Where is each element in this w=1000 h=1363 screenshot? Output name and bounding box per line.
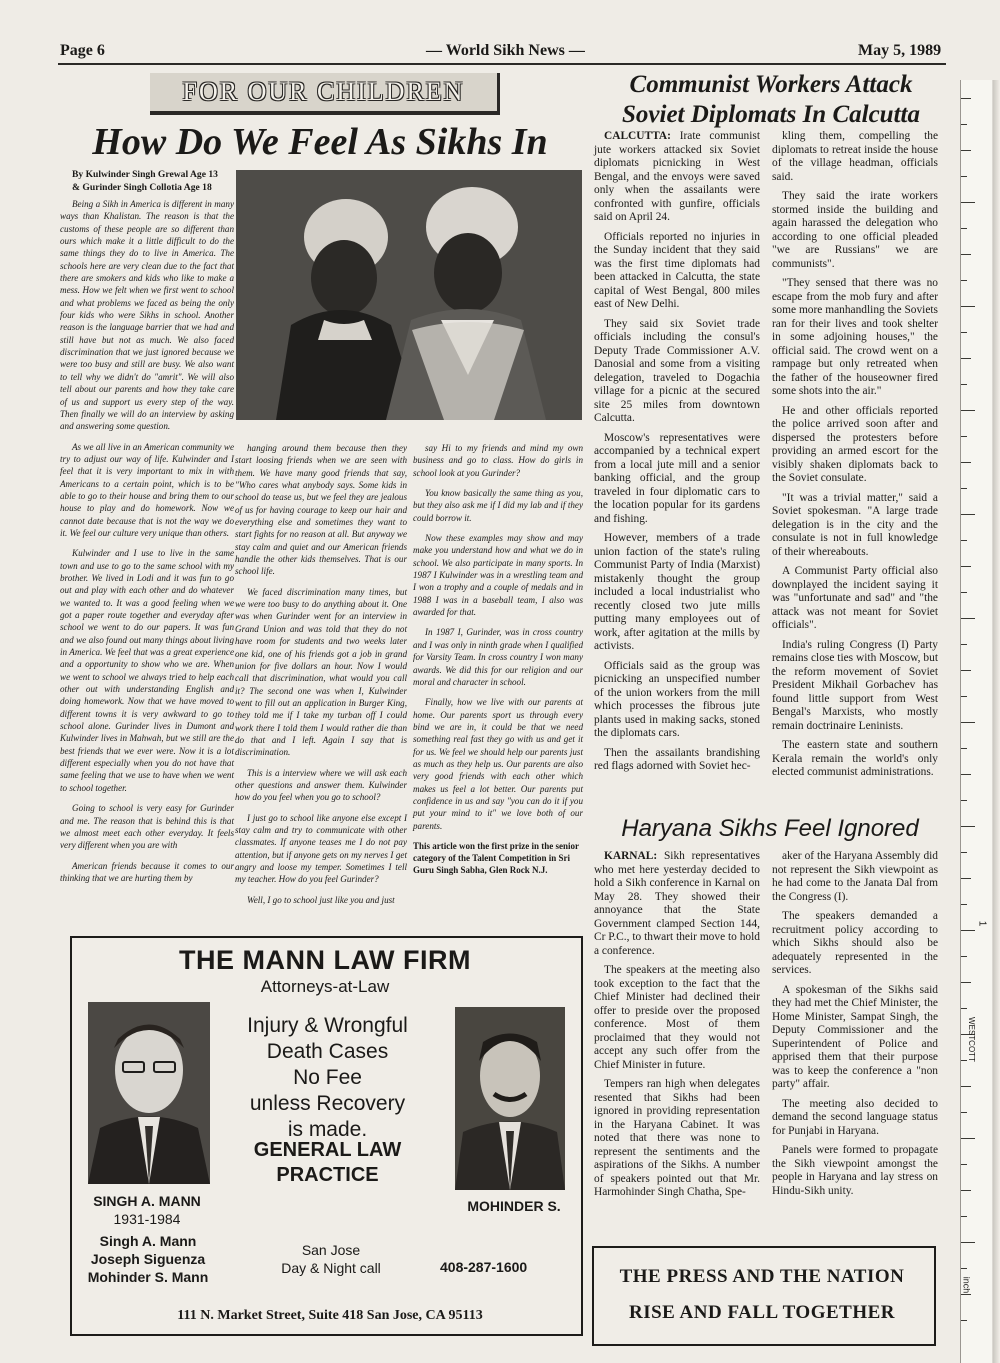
- ruler-tick: [961, 358, 971, 359]
- ruler-tick: [961, 280, 967, 281]
- haryana-column-1: [594, 850, 760, 1206]
- ruler: [960, 80, 999, 1363]
- haryana-col1-text-1: Sikh representatives who met here yesterday decided to hold a Sikh conference in Karnal on May 28. They showed their annoyance that the State Government clamped Section 144, Cr P.C., to thwart their move to hold a conference.: [594, 850, 760, 957]
- law-firm-name: THE MANN LAW FIRM: [179, 945, 471, 975]
- ruler-tick: [961, 202, 975, 203]
- main-article-column-1: [60, 198, 234, 892]
- communist-column-1: [594, 130, 760, 780]
- photo-illustration: [236, 170, 582, 420]
- ruler-tick: [961, 254, 971, 255]
- right-lawyer-caption: MOHINDER S.: [467, 1198, 561, 1214]
- mohinder-portrait-icon: [455, 1007, 565, 1190]
- law-city: San Jose Day & Night call: [281, 1242, 381, 1276]
- main-col1-para-5: American friends because it comes to our thinking that we are hurting them by: [60, 860, 234, 883]
- main-col1-para-3: Kulwinder and I use to live in the same town and use to go to the same school with my brother. We lived in Lodi and it was fun to go out and play with each other and do whatever we wanted to. It was a good feeling when we got a paper route together and everyday after school we went to do our papers. It was fun and we also found out many things about living in America. We feel that was a great experience and a opportunity to show who we are. When we went to school we always tried to help each other out with understanding English and doing homework. Now that we have moved to different towns it is very awkward to go to school alone. Gurinder lives in Dumont and Kulwinder lives in Mahwah, but we still are the best friends that we ever were. Now it is a lot different especially when you do not have that same feeling that we use to have when we went to school together.: [60, 548, 234, 793]
- mohinder-portrait: [455, 1007, 565, 1190]
- byline: By Kulwinder Singh Grewal Age 13 & Gurinder Singh Collotia Age 18: [72, 169, 218, 193]
- ruler-tick: [961, 1190, 971, 1191]
- ruler-tick: [961, 514, 975, 515]
- ruler-tick: [961, 1138, 975, 1139]
- ruler-tick: [961, 826, 975, 827]
- ruler-tick: [961, 852, 967, 853]
- ruler-tick: [961, 1294, 971, 1295]
- haryana-col1-para-3: Tempers ran high when delegates resented that Sikhs had been ignored in providing representation in the Haryana Cabinet. It was noted that there was none to represent the sentiments and the aspirations of the Sikhs. A number of speakers pointed out that Mr. Harmohinder Singh Chatha, Spe-: [594, 1078, 760, 1198]
- communist-col1-para-5: However, members of a trade union faction of the state's ruling Communist Party of India (Marxist) mistakenly thought the group included a local industrialist who recently closed two jute mills putting many employees out of work, after agitation at the mills by activists.: [594, 532, 760, 652]
- communist-col2-para-2: They said the irate workers stormed inside the building and again harassed the delegation who according to one official pleaded "we are Russians" we are communists".: [772, 190, 938, 270]
- main-headline: How Do We Feel As Sikhs In: [92, 121, 548, 163]
- communist-column-2: [772, 130, 938, 786]
- ruler-tick: [961, 1216, 967, 1217]
- main-col3-para-2: You know basically the same thing as you, but they also ask me if I did my lab and if they could borrow it.: [413, 488, 583, 523]
- ruler-tick: [961, 332, 967, 333]
- section-title: FOR OUR CHILDREN: [150, 73, 500, 115]
- ruler-tick: [961, 696, 967, 697]
- ruler-tick: [961, 540, 967, 541]
- press-box: [592, 1246, 936, 1346]
- ruler-tick: [961, 878, 971, 879]
- singh-portrait-icon: [88, 1002, 210, 1184]
- general-practice: GENERAL LAW PRACTICE: [253, 1139, 402, 1186]
- ruler-brand: WESTCOTT: [966, 1017, 976, 1062]
- law-team: Singh A. Mann Joseph Siguenza Mohinder S. Mann: [87, 1233, 209, 1285]
- main-col2-para-3: This is a interview where we will ask each other questions and answer them. Kulwinder how do you feel when you go to school?: [235, 767, 407, 803]
- main-col1-para-2: As we all live in an American community we try to adjust our way of life. Kulwinder and I feel that it is very important to mix in with Americans to a certain point, which is to be able to go to their house and bring them to our house to play and do homework. Now we cannot date because that is not the way we do it. We feel our culture very unique than others.: [60, 441, 234, 538]
- haryana-dateline: KARNAL:: [604, 850, 658, 862]
- article-credit: This article won the first prize in the senior category of the Talent Competition in Sri Guru Singh Sabha, Glen Rock N.J.: [413, 840, 579, 875]
- ruler-tick: [961, 722, 975, 723]
- ruler-tick: [961, 930, 975, 931]
- ruler-tick: [961, 1242, 975, 1243]
- ruler-number: 1: [976, 920, 988, 927]
- ruler-tick: [961, 566, 971, 567]
- left-lawyer-caption: [79, 1192, 215, 1228]
- communist-col2-para-4: He and other officials reported the police arrived soon after and dispersed the protesters before providing an armed escort for the visibly shaken diplomats back to the Soviet consulate.: [772, 404, 938, 484]
- communist-col1-para-1: [594, 130, 760, 225]
- law-address: 111 N. Market Street, Suite 418 San Jose, CA 95113: [177, 1308, 483, 1323]
- main-col2-para-4: I just go to school like anyone else except I stay calm and try to communicate with other classmates. If anyone teases me I do not pay attention, but if anyone gets on my nerves I get angry and loose my temper. Sometimes I tell my teacher. How do you feel Gurinder?: [235, 812, 407, 885]
- communist-col2-para-6: A Communist Party official also downplayed the incident saying it was "unfortunate and sad" and "the attack was not meant for Soviet officials".: [772, 565, 938, 631]
- header-rule: [58, 63, 946, 65]
- ruler-tick: [961, 618, 975, 619]
- ruler-tick: [961, 1268, 967, 1269]
- ruler-tick: [961, 1008, 967, 1009]
- law-firm-subtitle: Attorneys-at-Law: [260, 977, 390, 996]
- communist-col1-para-2: Officials reported no injuries in the Sunday incident that they said was the first time diplomats had been attacked in Calcutta, the state capital of West Bengal, 800 miles east of New Delhi.: [594, 230, 760, 310]
- communist-dateline: CALCUTTA:: [604, 130, 671, 142]
- communist-col1-para-7: Then the assailants brandishing red flags adorned with Soviet hec-: [594, 746, 760, 772]
- haryana-col2-para-3: A spokesman of the Sikhs said they had met the Chief Minister, the Home Minister, Sampat Singh, the Deputy Commissioner and the Superintendent of Police and apprised them that their purpose was to keep the conference a "non party" affair.: [772, 983, 938, 1090]
- ruler-tick: [961, 384, 967, 385]
- law-services: Injury & Wrongful Death Cases No Fee unless Recovery is made.: [247, 1014, 408, 1141]
- communist-col2-para-8: The eastern state and southern Kerala remain the world's only elected communist administrations.: [772, 739, 938, 778]
- ruler-tick: [961, 150, 971, 151]
- haryana-col2-para-4: The meeting also decided to demand the second language status for Punjabi in Haryana.: [772, 1097, 938, 1137]
- haryana-col1-para-1: [594, 850, 760, 958]
- ruler-tick: [961, 800, 967, 801]
- ruler-tick: [961, 1112, 967, 1113]
- ruler-unit: inch: [961, 1276, 972, 1294]
- haryana-headline: Haryana Sikhs Feel Ignored: [621, 815, 919, 842]
- ruler-tick: [961, 98, 971, 99]
- communist-col1-para-4: Moscow's representatives were accompanied by a technical expert from a local jute mill and a senior banking official, and the group traveled in four diplomatic cars to the location popular for its gardens and fishing.: [594, 431, 760, 525]
- ruler-tick: [961, 748, 967, 749]
- singh-mann-portrait: [88, 1002, 210, 1184]
- ruler-tick: [961, 1086, 971, 1087]
- main-article-column-2: [235, 442, 407, 914]
- communist-col1-para-6: Officials said as the group was picnicking an unspecified number of the union workers from the mill which processes the fibrous jute plants used in making sacks, stoned the diplomats cars.: [594, 659, 760, 739]
- main-col3-para-3: Now these examples may show and may make you understand how and what we do in school. We also participate in many sports. In 1987 I Kulwinder was in a wrestling team and I won a trophy and a couple of medals and in 1988 I was in a baseball team, I also was awarded for that.: [413, 533, 583, 618]
- main-col2-para-1: hanging around them because then they start loosing friends when we are seen with them. We have many good friends that say, "Who cares what anybody says. Some kids in school do tease us, but we feel they are jealous of us for having courage to keep our hair and everything else and sometimes they want to start fights for no reason at all. But anyway we stay calm and quiet and our American friends handle the other kids themselves. That is our school life.: [235, 443, 407, 577]
- communist-col2-para-3: "They sensed that there was no escape from the mob fury and after some more manhandling the Soviets ran for their lives and took shelter in some adjoining houses," the official said. The crowd went on a rampage but only retreated when the father of the houseowner fired some shots into the air.": [772, 277, 938, 397]
- haryana-column-2: [772, 850, 938, 1204]
- page-number: Page 6: [60, 42, 105, 59]
- haryana-col2-para-2: The speakers demanded a recruitment policy according to which Sikhs should also be adequately represented in the services.: [772, 910, 938, 976]
- ruler-tick: [961, 592, 967, 593]
- ruler-tick: [961, 306, 975, 307]
- ruler-tick: [961, 670, 971, 671]
- press-line-2: RISE AND FALL TOGETHER: [629, 1302, 895, 1323]
- main-col1-para-4: Going to school is very easy for Gurinder and me. The reason that is behind this is that we almost meet each other everyday. It feels very different when you are with: [60, 803, 234, 851]
- communist-col1-para-3: They said six Soviet trade officials including the consul's Deputy Trade Commissioner A.V. Danosial and some from a visiting delegation, traveled to Dogachia village for a picnic at the secured site 25 miles from downtown Calcutta.: [594, 317, 760, 424]
- law-phone: 408-287-1600: [440, 1259, 528, 1275]
- communist-col1-text-1: Irate communist jute workers attacked six Soviet diplomats picnicking in West Bengal, and the envoys were saved only when the assailants were confronted with gunfire, officials said on April 24.: [594, 130, 760, 223]
- main-col3-para-4: In 1987 I, Gurinder, was in cross country and I was only in ninth grade when I qualified for Varsity Team. In cross country I won many awards. We did this for our religion and our moral and character in school.: [413, 627, 583, 687]
- ruler-tick: [961, 436, 967, 437]
- left-lawyer-name: SINGH A. MANN: [93, 1193, 201, 1209]
- main-col2-para-2: We faced discrimination many times, but we were too busy to do anything about it. One was when Gurinder went for an interview in Grand Union and was told that they do not have room for students and two weeks later one kid, one of his friends got a job in grand union for five dollars an hour. Now I would call that discrimination, what would you call it? The second one was when I, Kulwinder went to fill out an application in Burger King, they told me if I take my turban off I could work there I told them I would rather die than do that and I left. Again I say that is discrimination.: [235, 586, 407, 758]
- communist-col2-para-1: kling them, compelling the diplomats to retreat inside the house of the village headman, officials said.: [772, 130, 938, 183]
- haryana-col2-para-5: Panels were formed to propagate the Sikh viewpoint amongst the people in Haryana and lay stress on Hindu-Sikh unity.: [772, 1144, 938, 1197]
- ruler-tick: [961, 488, 967, 489]
- publication-name: — World Sikh News —: [426, 42, 585, 59]
- ruler-tick: [961, 904, 967, 905]
- ruler-tick: [961, 956, 967, 957]
- ruler-tick: [961, 1164, 967, 1165]
- main-col3-para-1: say Hi to my friends and mind my own business and go to class. How do girls in school look at you Gurinder?: [413, 443, 583, 478]
- main-col2-para-5: Well, I go to school just like you and just: [247, 894, 395, 905]
- ruler-tick: [961, 124, 967, 125]
- left-lawyer-years: 1931-1984: [113, 1211, 181, 1227]
- ruler-tick: [961, 982, 971, 983]
- main-article-column-3: [413, 442, 583, 876]
- communist-col2-para-7: India's ruling Congress (I) Party remains close ties with Moscow, but the reform movement of Soviet President Mikhail Gorbachev has found little support from West Bengal's Marxists, who mostly remain doctrinaire Leninists.: [772, 638, 938, 732]
- haryana-col2-para-1: aker of the Haryana Assembly did not represent the Sikh viewpoint as he had come to the Janata Dal from the Congress (I).: [772, 850, 938, 903]
- haryana-col1-para-2: The speakers at the meeting also took exception to the fact that the Chief Minister had declined their offer to preside over the proposed conference. Most of them proclaimed that they would not accept any such offer from the Chief Minister in future.: [594, 964, 760, 1071]
- ruler-tick: [961, 774, 971, 775]
- communist-headline: Communist Workers Attack Soviet Diplomats In Calcutta: [622, 71, 920, 128]
- press-line-1: THE PRESS AND THE NATION: [619, 1266, 905, 1287]
- ruler-tick: [961, 176, 967, 177]
- issue-date: May 5, 1989: [858, 42, 942, 59]
- ruler-tick: [961, 1320, 967, 1321]
- ruler-tick: [961, 410, 975, 411]
- main-col1-para-1: Being a Sikh in America is different in many ways than Khalistan. The reason is that the customs of these people are so different than ours which make it a little difficult to do the same things they do to live in America. The schools here are very clean due to the fact that there are smokers and kids who like to make a mess. How we felt when we first went to school and what problems we faced as being the only four kids who were Sikhs in school. Another reason is the language barrier that we had and still have but not as much. We also faced discrimination that we just ignored because we were too busy and still are busy. We also want to tell why we didn't do "amrit". We will also tell about our parents and how they take care of us and support us every step of the way. Then finally we will do an interview by asking and answering some question.: [60, 199, 234, 432]
- ruler-tick: [961, 228, 967, 229]
- communist-col2-para-5: "It was a trivial matter," said a Soviet spokesman. "A large trade delegation is in the city and the consulate is not in full knowledge of their whereabouts.: [772, 491, 938, 558]
- main-col3-para-5: Finally, how we live with our parents at home. Our parents sport us through every bind we are in, it could be that we need something real fast they go with us and get it for us. We feel we should help our parents just as much as they help us. Our parents are also very good friends with each other which makes us feel a lot better. Our parents put confidence in us and say "you can do it if you put your mind to it" we love both of our parents.: [413, 697, 583, 831]
- ruler-tick: [961, 644, 967, 645]
- two-boys-photo: [236, 170, 582, 420]
- ruler-tick: [961, 462, 971, 463]
